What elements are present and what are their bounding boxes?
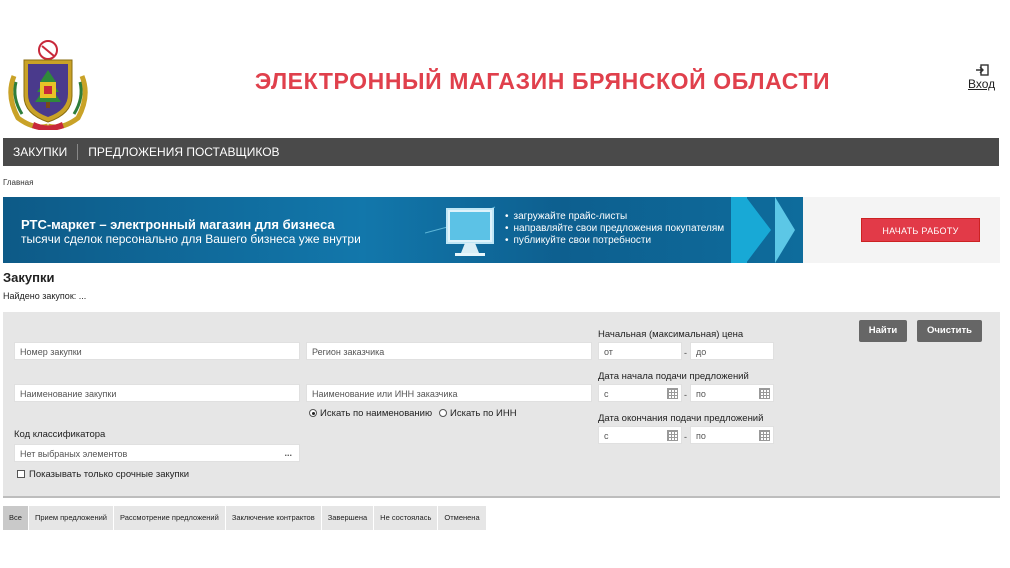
end-date-from-placeholder: с: [604, 431, 609, 441]
classifier-value: Нет выбраных элементов: [20, 449, 128, 459]
start-date-from-input[interactable]: [598, 384, 682, 402]
start-date-from-placeholder: с: [604, 389, 609, 399]
start-date-to-input[interactable]: [690, 384, 774, 402]
login-icon: [975, 64, 989, 76]
classifier-select[interactable]: [14, 444, 300, 462]
monitor-icon: [425, 203, 501, 261]
nav-item-purchases[interactable]: ЗАКУПКИ: [13, 145, 68, 159]
price-label: Начальная (максимальная) цена: [598, 329, 744, 340]
search-by-name-radio[interactable]: [309, 408, 432, 419]
tab-signing-contracts[interactable]: Заключение контрактов: [226, 506, 321, 530]
start-work-button[interactable]: НАЧАТЬ РАБОТУ: [861, 218, 980, 242]
promo-banner[interactable]: [3, 197, 1000, 263]
range-separator: -: [684, 432, 687, 442]
tab-completed[interactable]: Завершена: [322, 506, 373, 530]
checkbox-icon[interactable]: [17, 470, 25, 478]
price-from-input[interactable]: от: [598, 342, 682, 360]
banner-headline: РТС-маркет – электронный магазин для бизнеса: [21, 217, 335, 232]
nav-item-supplier-offers[interactable]: ПРЕДЛОЖЕНИЯ ПОСТАВЩИКОВ: [88, 145, 280, 159]
calendar-icon[interactable]: [667, 388, 678, 399]
filter-panel: [3, 312, 1000, 498]
banner-bullet: • направляйте свои предложения покупателям: [505, 223, 724, 235]
customer-name-inn-input[interactable]: Наименование или ИНН заказчика: [306, 384, 592, 402]
status-tabs: [3, 506, 487, 530]
banner-bullet: • загружайте прайс-листы: [505, 211, 724, 223]
classifier-label: Код классификатора: [14, 429, 106, 440]
end-date-to-placeholder: по: [696, 431, 706, 441]
banner-bullet: • публикуйте свои потребности: [505, 235, 724, 247]
customer-region-input[interactable]: Регион заказчика: [306, 342, 592, 360]
start-date-label: Дата начала подачи предложений: [598, 371, 749, 382]
end-date-label: Дата окончания подачи предложений: [598, 413, 764, 424]
login-link[interactable]: [968, 64, 995, 91]
tab-failed[interactable]: Не состоялась: [374, 506, 437, 530]
radio-icon[interactable]: [309, 409, 317, 417]
tab-all[interactable]: Все: [3, 506, 28, 530]
tab-accepting-offers[interactable]: Прием предложений: [29, 506, 113, 530]
radio-icon[interactable]: [439, 409, 447, 417]
main-nav: [3, 138, 999, 166]
price-to-input[interactable]: до: [690, 342, 774, 360]
banner-subline: тысячи сделок персонально для Вашего бизнеса уже внутри: [21, 232, 361, 246]
breadcrumb[interactable]: Главная: [3, 178, 34, 187]
search-by-inn-label: Искать по ИНН: [450, 408, 517, 419]
range-separator: -: [684, 390, 687, 400]
end-date-to-input[interactable]: [690, 426, 774, 444]
page-title: Закупки: [3, 270, 55, 285]
tab-cancelled[interactable]: Отменена: [438, 506, 485, 530]
banner-bullet-list: [505, 211, 724, 247]
urgent-only-label: Показывать только срочные закупки: [29, 469, 190, 480]
found-count: Найдено закупок: ...: [3, 291, 87, 301]
search-by-name-label: Искать по наименованию: [320, 408, 433, 419]
banner-chevron: [746, 197, 771, 263]
end-date-from-input[interactable]: [598, 426, 682, 444]
banner-chevron: [775, 197, 795, 263]
classifier-more-button[interactable]: ...: [284, 448, 292, 458]
purchase-number-input[interactable]: Номер закупки: [14, 342, 300, 360]
start-date-to-placeholder: по: [696, 389, 706, 399]
login-label[interactable]: Вход: [968, 77, 996, 91]
search-by-inn-radio[interactable]: [439, 408, 517, 419]
calendar-icon[interactable]: [667, 430, 678, 441]
calendar-icon[interactable]: [759, 388, 770, 399]
clear-button[interactable]: Очистить: [917, 320, 982, 342]
banner-chevron: [731, 197, 747, 263]
range-separator: -: [684, 348, 687, 358]
tab-reviewing-offers[interactable]: Рассмотрение предложений: [114, 506, 225, 530]
urgent-only-checkbox[interactable]: [17, 469, 189, 480]
calendar-icon[interactable]: [759, 430, 770, 441]
find-button[interactable]: Найти: [859, 320, 907, 342]
site-title: ЭЛЕКТРОННЫЙ МАГАЗИН БРЯНСКОЙ ОБЛАСТИ: [254, 68, 831, 94]
purchase-name-input[interactable]: Наименование закупки: [14, 384, 300, 402]
